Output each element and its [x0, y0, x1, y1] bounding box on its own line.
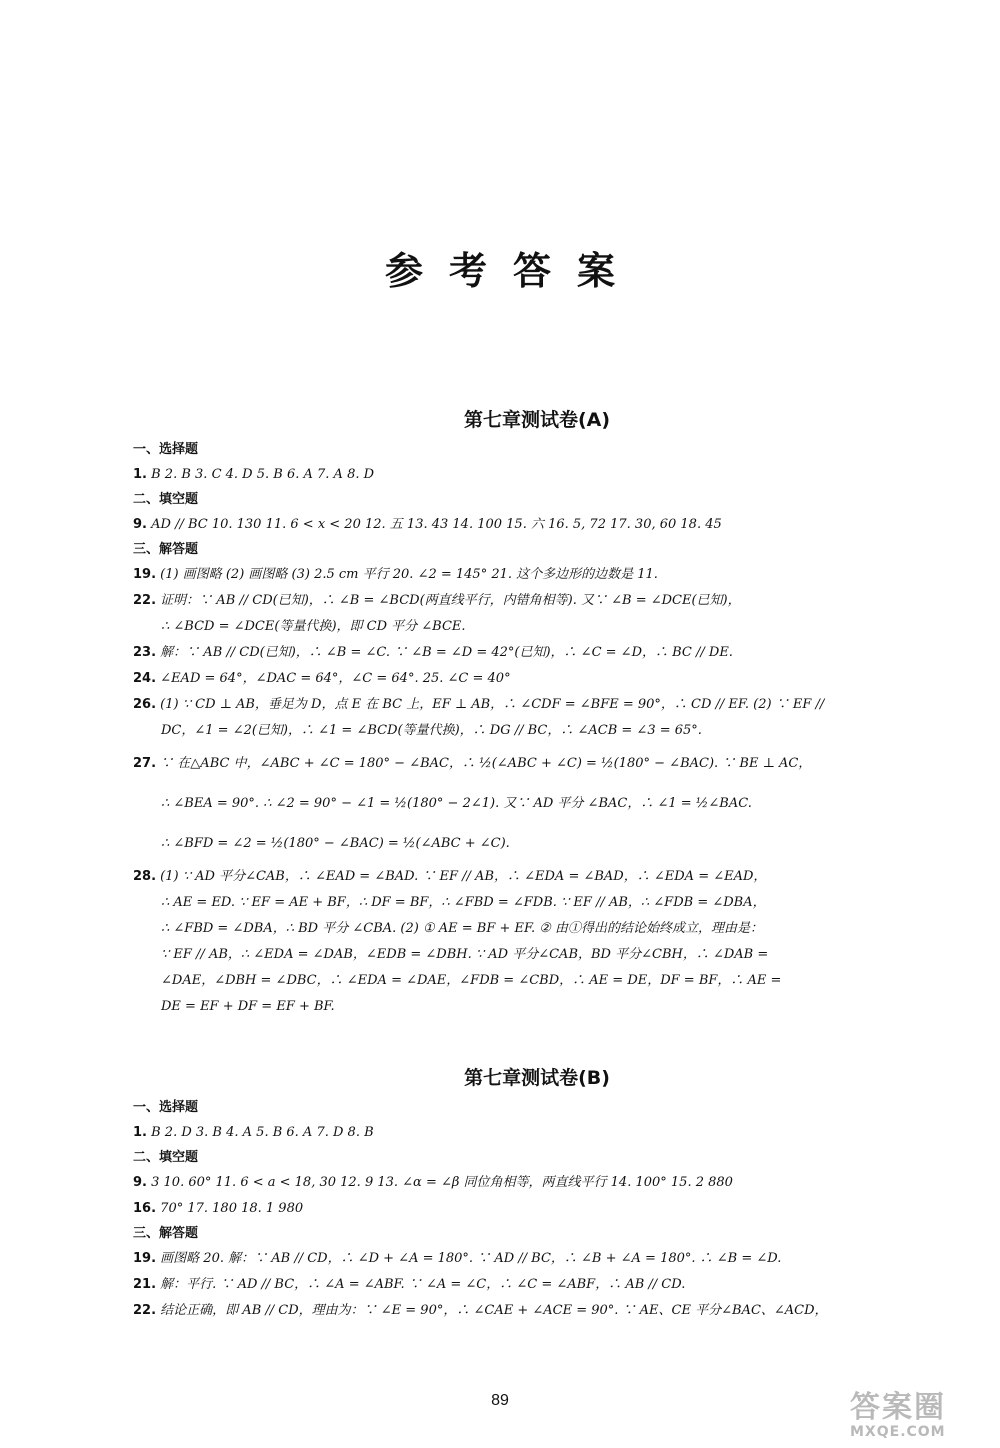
answer-line: [133, 588, 913, 614]
answer-text: ∴ ∠BCD = ∠DCE(等量代换)，即 CD 平分 ∠BCE.: [161, 619, 466, 634]
section-b: [133, 1063, 913, 1324]
answer-text: ∵ EF // AB，∴ ∠EDA = ∠DAB，∠EDB = ∠DBH. ∵ AD 平分∠CAB，BD 平分∠CBH，∴ ∠DAB =: [161, 947, 769, 962]
answer-text: ∴ ∠BFD = ∠2 = ½(180° − ∠BAC) = ½(∠ABC + ∠C).: [161, 836, 510, 851]
answer-line: [133, 1272, 913, 1298]
watermark-logo-text: 答案圈: [850, 1390, 946, 1425]
section-a: [133, 405, 913, 1020]
answer-text: 解：平行. ∵ AD // BC，∴ ∠A = ∠ABF. ∵ ∠A = ∠C，∴ ∠C = ∠ABF，∴ AB // CD.: [160, 1277, 686, 1292]
answer-line: [133, 666, 913, 692]
answer-text: (1) ∵ CD ⊥ AB，垂足为 D，点 E 在 BC 上，EF ⊥ AB，∴ ∠CDF = ∠BFE = 90°，∴ CD // EF. (2) ∵ EF //: [160, 697, 825, 712]
answer-text: 3 10. 60° 11. 6 < a < 18, 30 12. 9 13. ∠α = ∠β 同位角相等，两直线平行 14. 100° 15. 2 880: [151, 1175, 733, 1190]
question-number: 1.: [133, 467, 147, 482]
answer-text: (1) ∵ AD 平分∠CAB，∴ ∠EAD = ∠BAD. ∵ EF // AB，∴ ∠EDA = ∠BAD，∴ ∠EDA = ∠EAD，: [160, 869, 767, 884]
watermark: [850, 1392, 995, 1444]
question-number: 27.: [133, 756, 157, 771]
question-number: 26.: [133, 697, 157, 712]
question-number: 1.: [133, 1125, 147, 1140]
answer-line: [133, 512, 913, 538]
answer-line: [133, 1170, 913, 1196]
part-heading: 二、填空题: [133, 492, 199, 507]
question-number: 24.: [133, 671, 157, 686]
part-heading: 一、选择题: [133, 1100, 199, 1115]
part-heading: 一、选择题: [133, 442, 199, 457]
answer-text: DE = EF + DF = EF + BF.: [161, 999, 335, 1014]
section-a-title: 第七章测试卷(A): [463, 409, 611, 431]
answer-text: 解：∵ AB // CD(已知)，∴ ∠B = ∠C. ∵ ∠B = ∠D = 42°(已知)，∴ ∠C = ∠D，∴ BC // DE.: [160, 645, 733, 660]
answer-text: 证明：∵ AB // CD(已知)，∴ ∠B = ∠BCD(两直线平行，内错角相等). 又∵ ∠B = ∠DCE(已知)，: [160, 593, 741, 608]
answer-line: [133, 1298, 913, 1324]
answer-line: [133, 1246, 913, 1272]
part-heading: 三、解答题: [133, 1226, 199, 1241]
answer-line: [133, 1120, 913, 1146]
answer-text: B 2. D 3. B 4. A 5. B 6. A 7. D 8. B: [151, 1125, 374, 1140]
question-number: 22.: [133, 1303, 157, 1318]
answer-text: ∵ 在△ABC 中，∠ABC + ∠C = 180° − ∠BAC，∴ ½(∠ABC + ∠C) = ½(180° − ∠BAC). ∵ BE ⊥ AC，: [160, 756, 812, 771]
answer-line: [133, 462, 913, 488]
question-number: 16.: [133, 1201, 157, 1216]
question-number: 19.: [133, 567, 157, 582]
answer-line: [133, 824, 913, 864]
question-number: 22.: [133, 593, 157, 608]
question-number: 19.: [133, 1251, 157, 1266]
question-number: 21.: [133, 1277, 157, 1292]
answer-line: [133, 968, 913, 994]
answer-text: 70° 17. 180 18. 1 980: [160, 1201, 304, 1216]
answer-line: [133, 718, 913, 744]
part-heading: 二、填空题: [133, 1150, 199, 1165]
page-number: 89: [491, 1392, 509, 1409]
answer-text: ∴ ∠BEA = 90°. ∴ ∠2 = 90° − ∠1 = ½(180° − 2∠1). 又∵ AD 平分 ∠BAC，∴ ∠1 = ½∠BAC.: [161, 796, 752, 811]
answer-line: [133, 562, 913, 588]
answer-text: 结论正确，即 AB // CD，理由为：∵ ∠E = 90°，∴ ∠CAE + ∠ACE = 90°. ∵ AE、CE 平分∠BAC、∠ACD，: [160, 1303, 828, 1318]
watermark-url: MXQE.COM: [850, 1424, 946, 1440]
answer-line: [133, 916, 913, 942]
answer-text: (1) 画图略 (2) 画图略 (3) 2.5 cm 平行 20. ∠2 = 145° 21. 这个多边形的边数是 11.: [160, 567, 658, 582]
question-number: 23.: [133, 645, 157, 660]
answer-line: [133, 640, 913, 666]
answer-text: ∠DAE，∠DBH = ∠DBC，∴ ∠EDA = ∠DAE，∠FDB = ∠CBD，∴ AE = DE，DF = BF，∴ AE =: [161, 973, 782, 988]
answer-line: [133, 784, 913, 824]
answer-text: AD // BC 10. 130 11. 6 < x < 20 12. 五 13. 43 14. 100 15. 六 16. 5, 72 17. 30, 60 18. 45: [151, 517, 722, 532]
answer-line: [133, 994, 913, 1020]
answer-line: [133, 864, 913, 890]
answer-line: [133, 692, 913, 718]
answer-text: B 2. B 3. C 4. D 5. B 6. A 7. A 8. D: [151, 467, 375, 482]
section-b-title: 第七章测试卷(B): [464, 1067, 610, 1089]
answer-text: 画图略 20. 解：∵ AB // CD，∴ ∠D + ∠A = 180°. ∵ AD // BC，∴ ∠B + ∠A = 180°. ∴ ∠B = ∠D.: [160, 1251, 782, 1266]
answer-text: DC，∠1 = ∠2(已知)，∴ ∠1 = ∠BCD(等量代换)，∴ DG // BC，∴ ∠ACB = ∠3 = 65°.: [161, 723, 702, 738]
page-title: 参考答案: [384, 249, 641, 293]
answer-line: [133, 1196, 913, 1222]
question-number: 9.: [133, 1175, 147, 1190]
answer-text: ∴ AE = ED. ∵ EF = AE + BF，∴ DF = BF，∴ ∠FBD = ∠FDB. ∵ EF // AB，∴ ∠FDB = ∠DBA，: [161, 895, 766, 910]
answer-text: ∠EAD = 64°，∠DAC = 64°，∠C = 64°. 25. ∠C = 40°: [160, 671, 511, 686]
answer-line: [133, 890, 913, 916]
question-number: 9.: [133, 517, 147, 532]
answer-line: [133, 614, 913, 640]
question-number: 28.: [133, 869, 157, 884]
part-heading: 三、解答题: [133, 542, 199, 557]
answer-text: ∴ ∠FBD = ∠DBA，∴ BD 平分 ∠CBA. (2) ① AE = BF + EF. ② 由①得出的结论始终成立，理由是：: [161, 921, 764, 936]
answer-line: [133, 942, 913, 968]
answer-line: [133, 744, 913, 784]
